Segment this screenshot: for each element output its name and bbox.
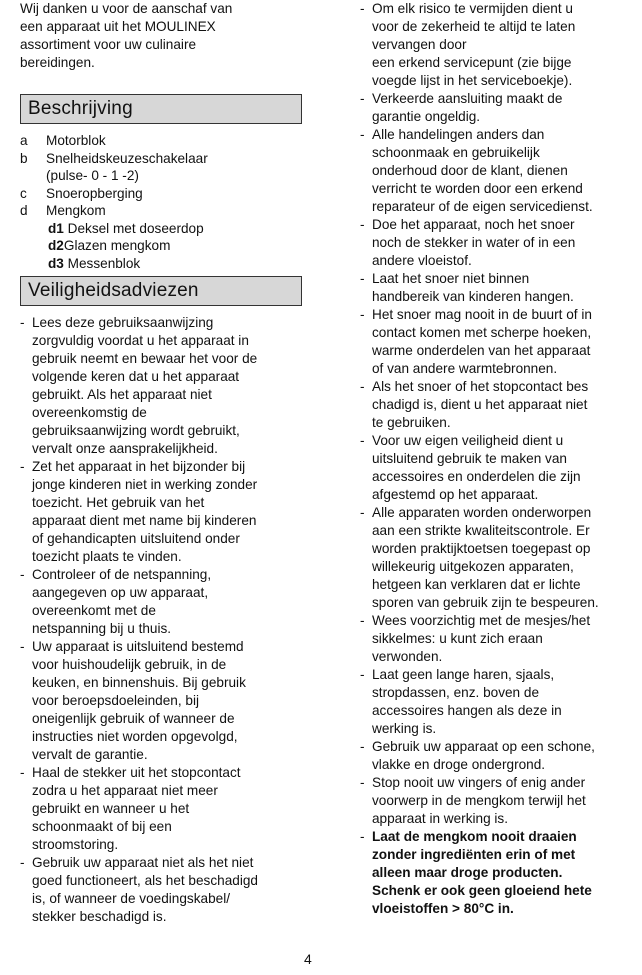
item-text: Snoeropberging (46, 185, 143, 201)
list-item (20, 185, 304, 203)
list-item (20, 566, 304, 638)
sub-item-text: Messenblok (63, 255, 141, 271)
sub-item-code: d1 (48, 220, 64, 236)
item-dash: - (360, 505, 365, 520)
list-item (360, 90, 640, 126)
list-item (360, 306, 640, 378)
item-text: Doe het apparaat, noch het snoer noch de stekker in water of in een andere vloeistof. (372, 217, 576, 268)
item-text: Om elk risico te vermijden dient u voor de zekerheid te altijd te laten vervangen door een erkend servicepunt (zie bijge voegde lijst in het serviceboekje). (372, 1, 576, 88)
item-dash: - (360, 379, 365, 394)
list-item (20, 132, 304, 150)
item-text: Laat geen lange haren, sjaals, stropdassen, enz. boven de accessoires hangen als deze in werking is. (372, 667, 562, 736)
intro-paragraph: Wij danken u voor de aanschaf van een apparaat uit het MOULINEX assortiment voor uw culinaire bereidingen. (20, 1, 233, 70)
item-dash: - (20, 567, 25, 582)
item-dash: - (20, 855, 25, 870)
description-list (20, 132, 304, 272)
item-text: Laat het snoer niet binnen handbereik van kinderen hangen. (372, 271, 574, 304)
sub-item-code: d3 (48, 255, 64, 271)
list-item (20, 638, 304, 764)
item-text: Verkeerde aansluiting maakt de garantie ongeldig. (372, 91, 563, 124)
item-dash: - (360, 829, 365, 844)
item-dash: - (360, 739, 365, 754)
item-text: Stop nooit uw vingers of enig ander voorwerp in de mengkom terwijl het apparaat in werking is. (372, 775, 586, 826)
item-text: Alle handelingen anders dan schoonmaak en gebruikelijk onderhoud door de klant, dienen verricht te worden door een erkend reparateur of de eigen servicedienst. (372, 127, 593, 214)
page-number: 4 (304, 951, 312, 967)
item-letter: a (20, 133, 28, 148)
item-dash: - (360, 613, 365, 628)
item-text: Het snoer mag nooit in de buurt of in contact komen met scherpe hoeken, warme onderdelen van het apparaat of van andere warmtebronnen. (372, 307, 592, 376)
section-heading-description: Beschrijving (20, 94, 302, 124)
safety-list-right (360, 0, 640, 828)
item-text: Motorblok (46, 133, 106, 148)
item-text: Alle apparaten worden onderworpen aan een strikte kwaliteitscontrole. Er worden praktijktoetsen toegepast op willekeurig uitgekozen apparaten, hetgeen kan verklaren dat er lichte sporen van gebruik zijn te bespeuren. (372, 505, 599, 610)
item-text: Lees deze gebruiksaanwijzing zorgvuldig voordat u het apparaat in gebruik neemt en bewaar het voor de volgende keren dat u het apparaat gebruikt. Als het apparaat niet overeenkomstig de gebruiksaanwijzing wordt gebruikt, vervalt onze aansprakelijkheid. (32, 315, 258, 456)
safety-list-left (20, 314, 304, 926)
item-text: Controleer of de netspanning, aangegeven op uw apparaat, overeenkomt met de netspanning bij u thuis. (32, 567, 212, 636)
list-item (360, 432, 640, 504)
list-item (360, 0, 640, 90)
sub-list-item (20, 220, 304, 238)
item-letter: d (20, 203, 28, 218)
item-text: Voor uw eigen veiligheid dient u uitsluitend gebruik te maken van accessoires en onderdelen die zijn afgestemd op het apparaat. (372, 433, 581, 502)
list-item (20, 764, 304, 854)
section-heading-safety: Veiligheidsadviezen (20, 276, 302, 306)
list-item (360, 270, 640, 306)
list-item (20, 458, 304, 566)
item-text: Snelheidskeuzeschakelaar (pulse- 0 - 1 -2) (46, 150, 208, 183)
item-text: Zet het apparaat in het bijzonder bij jonge kinderen niet in werking zonder toezicht. Het gebruik van het apparaat dient met name bij kinderen of gehandicapten uitsluitend onder toezicht plaats te vinden. (32, 459, 258, 564)
item-text: Als het snoer of het stopcontact bes chadigd is, dient u het apparaat niet te gebruiken. (372, 379, 589, 430)
list-item (20, 854, 304, 926)
list-item (20, 314, 304, 458)
item-dash: - (360, 217, 365, 232)
item-letter: b (20, 150, 28, 166)
item-dash: - (360, 307, 365, 322)
list-item (360, 504, 640, 612)
item-dash: - (360, 667, 365, 682)
item-text: Gebruik uw apparaat niet als het niet goed functioneert, als het beschadigd is, of wanneer de voedingskabel/ stekker beschadigd is. (32, 855, 258, 924)
item-dash: - (360, 1, 365, 16)
item-dash: - (360, 775, 365, 790)
item-dash: - (20, 639, 25, 654)
list-item (360, 774, 640, 828)
list-item (360, 216, 640, 270)
item-text: Wees voorzichtig met de mesjes/het sikkelmes: u kunt zich eraan verwonden. (372, 613, 591, 664)
list-item-warning (360, 828, 640, 918)
item-dash: - (360, 271, 365, 286)
item-text: Uw apparaat is uitsluitend bestemd voor huishoudelijk gebruik, in de keuken, en binnenshuis. Bij gebruik voor beroepsdoeleinden, bij oneigenlijk gebruik of wanneer de instructies niet worden opgevolgd, vervalt de garantie. (32, 639, 246, 762)
item-text: Haal de stekker uit het stopcontact zodra u het apparaat niet meer gebruikt en wanneer u het schoonmaakt of bij een stroomstoring. (32, 765, 241, 852)
right-column (360, 0, 640, 918)
item-text: Gebruik uw apparaat op een schone, vlakke en droge ondergrond. (372, 739, 595, 772)
item-text: Laat de mengkom nooit draaien zonder ingrediënten erin of met alleen maar droge producten. Schenk er ook geen gloeiend hete vloeistoffen > 80°C in. (372, 829, 592, 916)
sub-list-item (20, 237, 304, 255)
list-item (360, 666, 640, 738)
item-letter: c (20, 185, 27, 201)
left-column (20, 0, 304, 926)
list-item (360, 126, 640, 216)
item-text: Mengkom (46, 203, 106, 218)
list-item (20, 202, 304, 220)
list-item (360, 378, 640, 432)
sub-list-item (20, 255, 304, 273)
list-item (360, 612, 640, 666)
item-dash: - (360, 127, 365, 142)
list-item (360, 738, 640, 774)
item-dash: - (20, 765, 25, 780)
sub-item-code: d2 (48, 238, 64, 253)
item-dash: - (360, 91, 365, 106)
item-dash: - (20, 459, 25, 474)
sub-item-text: Glazen mengkom (63, 238, 171, 253)
item-dash: - (20, 315, 25, 330)
list-item (20, 150, 304, 185)
sub-item-text: Deksel met doseerdop (63, 220, 204, 236)
item-dash: - (360, 433, 365, 448)
